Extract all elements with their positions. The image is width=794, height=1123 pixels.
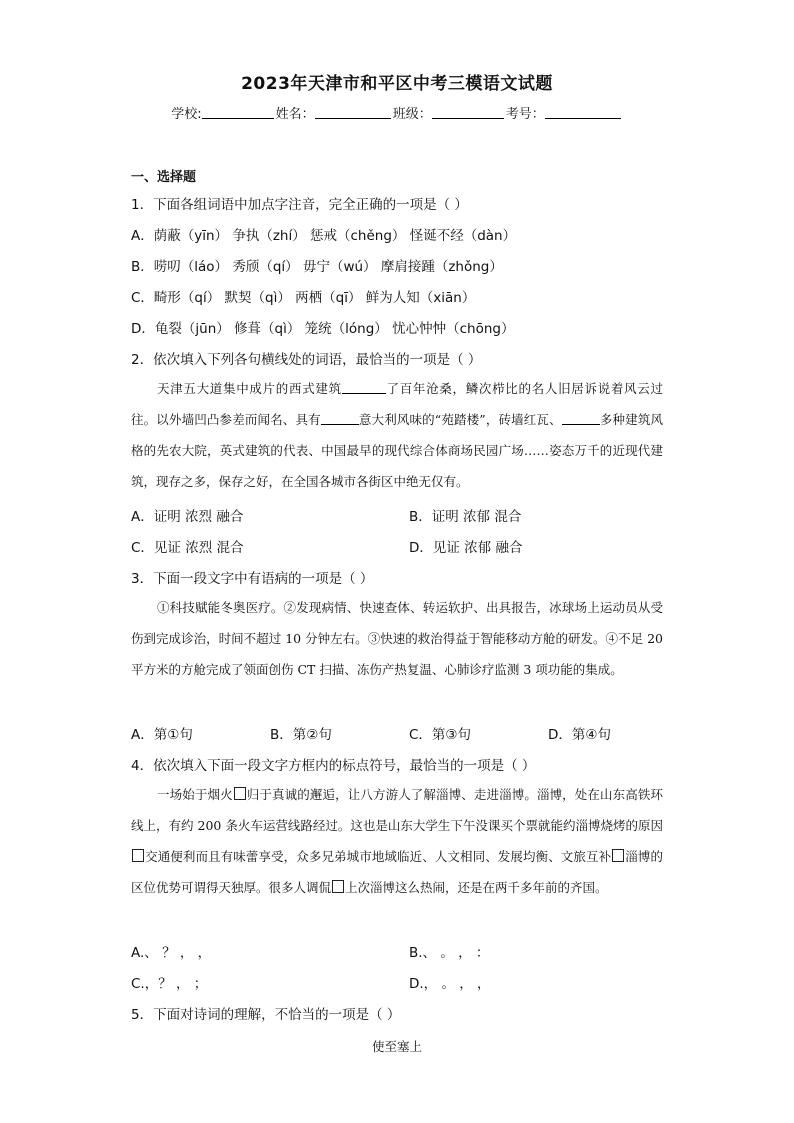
q4-punct-box-1: [234, 787, 246, 800]
q4-seg-4: 淄博的区位优势可谓得天独厚。很多人调侃: [131, 849, 663, 895]
q4-option-c[interactable]: C.，？ ， ；: [131, 976, 208, 992]
q4-passage: [131, 779, 663, 903]
q1-option-a[interactable]: A．荫蔽（yīn） 争执（zhí） 惩戒（chěng） 怪诞不经（dàn）: [131, 228, 517, 244]
q2-blank-3: [562, 412, 600, 425]
q3-option-c[interactable]: C．第③句: [409, 727, 472, 743]
q3-option-b[interactable]: B．第②句: [270, 727, 332, 743]
q2-option-c[interactable]: C．见证 浓烈 混合: [131, 540, 244, 556]
class-blank[interactable]: [432, 106, 504, 119]
q4-seg-2: 归于真诚的邂逅，让八方游人了解淄博、走进淄博。淄博，处在山东高铁环线上，有约 200 条火车运营线路经过。这也是山东大学生下午没课买个票就能约淄博烧烤的原因: [131, 787, 663, 833]
q3-passage-text: ①科技赋能冬奥医疗。②发现病情、快速查体、转运软护、出具报告，冰球场上运动员从受伤到完成诊治，时间不超过 10 分钟左右。③快速的救治得益于智能移动方舱的研发。④不足 20 平方米的方舱完成了领面创伤 CT 扫描、冻伤产热复温、心肺诊疗监测 3 项功能的集成。: [131, 600, 663, 677]
q4-option-b[interactable]: B.、 。 ， ：: [409, 945, 490, 961]
exam-no-blank[interactable]: [545, 106, 621, 119]
q1-option-c[interactable]: C．畸形（qí） 默契（qì） 两栖（qī） 鲜为人知（xiān）: [131, 290, 476, 306]
name-blank[interactable]: [315, 106, 391, 119]
q5-stem: 5．下面对诗词的理解，不恰当的一项是（ ）: [131, 1007, 401, 1023]
q4-punct-box-2: [132, 849, 144, 862]
q3-passage: [131, 592, 663, 685]
q2-passage-part3: 意大利风味的“苑踏楼”，砖墙红瓦、: [358, 412, 562, 427]
school-blank[interactable]: [202, 106, 274, 119]
q2-option-d[interactable]: D．见证 浓郁 融合: [409, 540, 523, 556]
q2-passage-part1: 天津五大道集中成片的西式建筑: [157, 381, 342, 396]
q4-option-d[interactable]: D.， 。 ， ，: [409, 976, 491, 992]
q2-passage: [131, 373, 663, 497]
q2-option-a[interactable]: A．证明 浓烈 融合: [131, 509, 244, 525]
q4-punct-box-3: [612, 849, 624, 862]
q4-seg-3: 交通便利而且有味蕾享受，众多兄弟城市地域临近、人文相同、发展均衡、文旅互补: [145, 849, 612, 864]
q4-seg-5: 上次淄博这么热闹，还是在两千多年前的齐国。: [345, 880, 608, 895]
poem-title: 使至塞上: [371, 1039, 422, 1054]
q3-option-d[interactable]: D．第④句: [548, 727, 611, 743]
q4-stem: 4．依次填入下面一段文字方框内的标点符号，最恰当的一项是（ ）: [131, 758, 536, 774]
q2-blank-2: [321, 412, 359, 425]
q4-punct-box-4: [332, 880, 344, 893]
q2-blank-1: [342, 381, 386, 394]
name-label: 姓名：: [275, 107, 315, 122]
school-label: 学校:: [171, 107, 202, 122]
q2-stem: 2．依次填入下列各句横线处的词语，最恰当的一项是（ ）: [131, 352, 482, 368]
q3-stem: 3．下面一段文字中有语病的一项是（ ）: [131, 571, 374, 587]
q1-option-b[interactable]: B．唠叨（láo） 秀颀（qí） 毋宁（wú） 摩肩接踵（zhǒng）: [131, 259, 503, 275]
q4-option-a[interactable]: A.、 ？ ， ，: [131, 945, 212, 961]
q2-passage-part2: 了百年沧桑，鳞次栉比的名人旧居诉说着风云过往。以外墙凹凸参差而闻名、具有: [131, 381, 663, 427]
q1-option-d[interactable]: D．龟裂（jūn） 修葺（qì） 笼统（lóng） 忧心忡忡（chōng）: [131, 321, 515, 337]
q2-passage-part4: 多种建筑风格的先农大院，英式建筑的代表、中国最早的现代综合体商场民园广场……姿态万千的近现代建筑，现存之多，保存之好，在全国各城市各街区中绝无仅有。: [131, 412, 663, 489]
q1-stem: 1．下面各组词语中加点字注音，完全正确的一项是（ ）: [131, 197, 468, 213]
q2-option-b[interactable]: B．证明 浓郁 混合: [409, 509, 522, 525]
q4-seg-1: 一场始于烟火: [157, 787, 233, 802]
class-label: 班级：: [392, 107, 432, 122]
exam-title: 2023年天津市和平区中考三模语文试题: [241, 74, 553, 94]
section-heading: 一、选择题: [131, 170, 197, 185]
q3-option-a[interactable]: A．第①句: [131, 727, 193, 743]
student-info-line: [0, 103, 794, 122]
exam-no-label: 考号：: [505, 107, 545, 122]
